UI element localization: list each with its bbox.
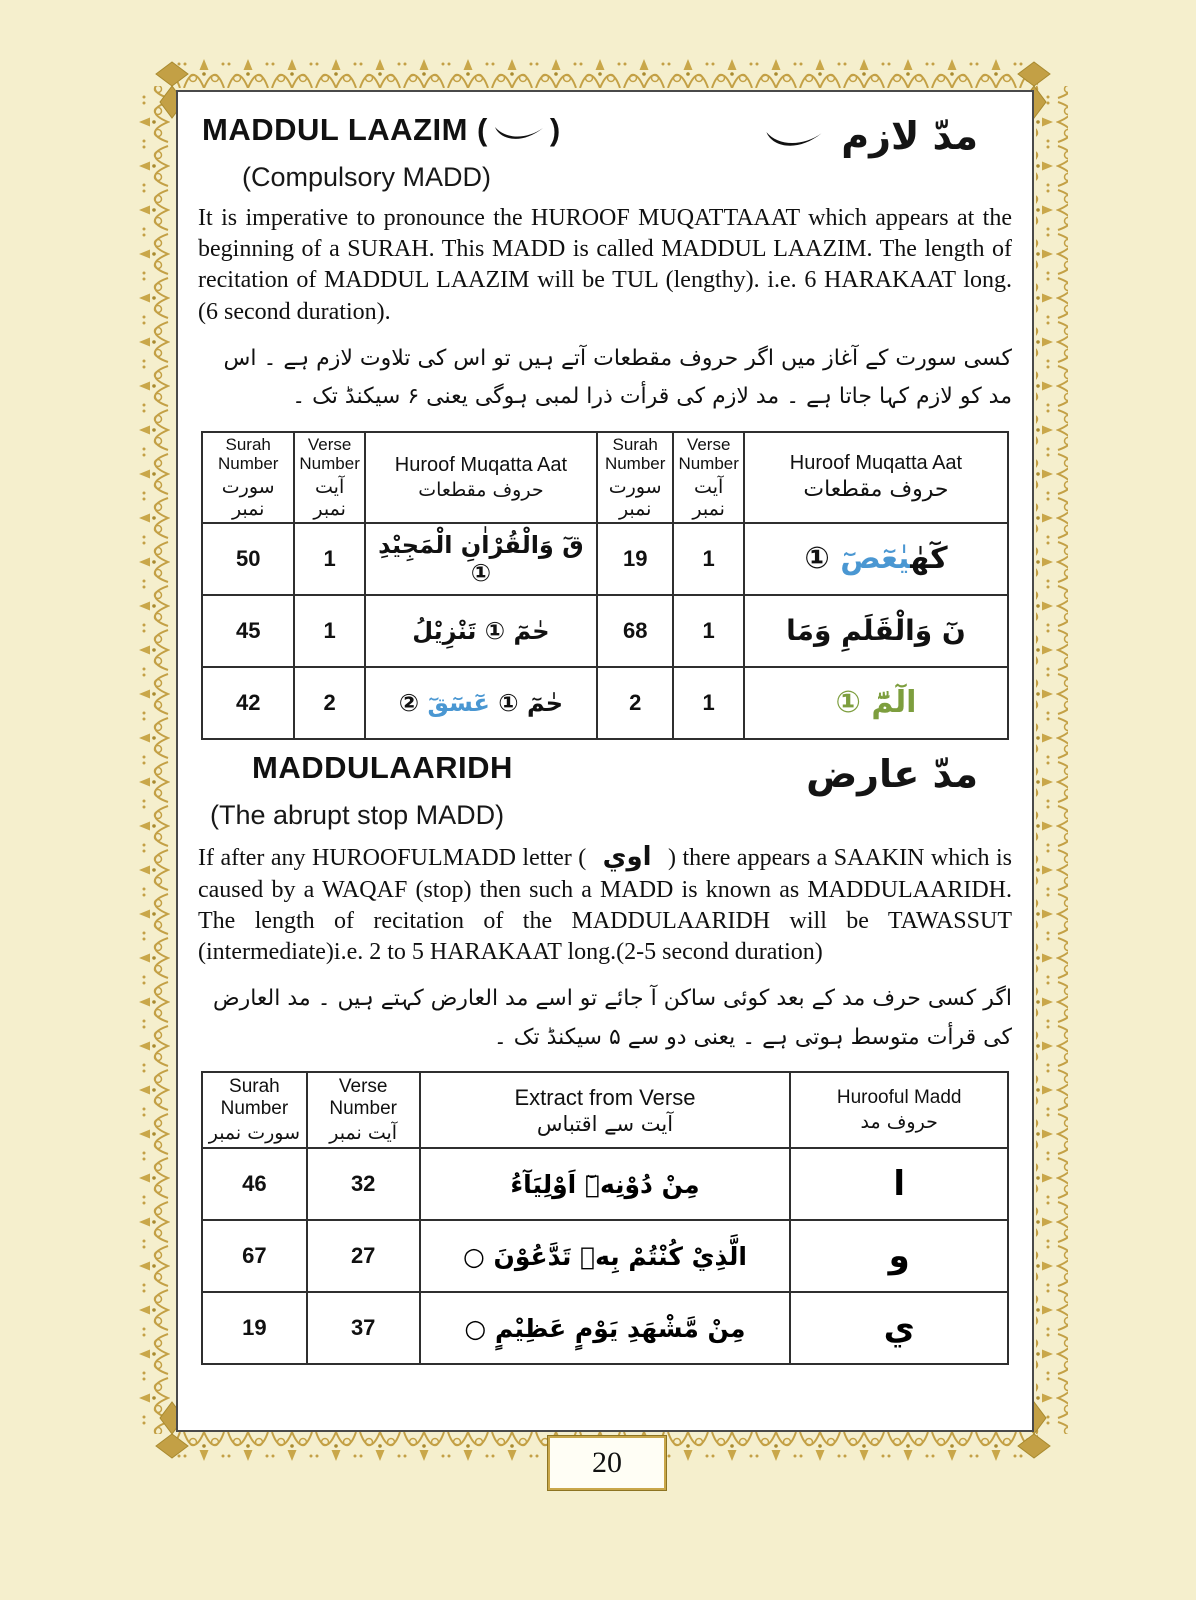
col-verse-number: Verse Number آیت نمبر: [307, 1072, 420, 1148]
col-surah-number-2: Surah Number سورت نمبر: [597, 432, 673, 523]
title-text: MADDUL LAAZIM (: [202, 112, 488, 147]
verse-number-cell: 27: [307, 1220, 420, 1292]
madd-symbol-icon: [492, 121, 546, 145]
madd-symbol-arabic-icon: [763, 125, 825, 153]
huroof-cell: حٰمٓ ① تَنْزِيْلُ: [365, 595, 597, 667]
madd-letter-cell: ا: [790, 1148, 1008, 1220]
verse-number-cell: 1: [673, 523, 743, 595]
content-panel: [176, 90, 1034, 1432]
col-hurooful-madd: Hurooful Madd حروف مد: [790, 1072, 1008, 1148]
surah-number-cell: 19: [597, 523, 673, 595]
surah-number-cell: 2: [597, 667, 673, 739]
madd-letter-cell: و: [790, 1220, 1008, 1292]
col-huroof-muqatta-2: Huroof Muqatta Aat حروف مقطعات: [744, 432, 1008, 523]
extract-cell: مِنْ مَّشْهَدِ يَوْمٍ عَظِيْمٍ ○: [420, 1292, 791, 1364]
laazim-table: [201, 431, 1009, 740]
section-aaridh-subtitle: (The abrupt stop MADD): [210, 799, 505, 830]
section-aaridh-title: MADDULAARIDH: [252, 749, 513, 785]
surah-number-cell: 50: [202, 523, 294, 595]
aaridh-table-header-row: [202, 1072, 1008, 1148]
col-surah-number: Surah Number سورت نمبر: [202, 1072, 307, 1148]
verse-number-cell: 1: [673, 595, 743, 667]
table-row: [202, 1220, 1008, 1292]
huroof-cell: نٓ وَالْقَلَمِ وَمَا: [744, 595, 1008, 667]
surah-number-cell: 42: [202, 667, 294, 739]
extract-cell: مِنْ دُوْنِهٖٓ اَوْلِيَآءُ: [420, 1148, 791, 1220]
table-row: [202, 667, 1008, 739]
col-huroof-muqatta-1: Huroof Muqatta Aat حروف مقطعات: [365, 432, 597, 523]
verse-number-cell: 1: [673, 667, 743, 739]
surah-number-cell: 45: [202, 595, 294, 667]
verse-number-cell: 32: [307, 1148, 420, 1220]
table-row: [202, 595, 1008, 667]
surah-number-cell: 68: [597, 595, 673, 667]
section-aaridh-body-en: [198, 841, 1012, 968]
body-text: ) there appears a SAAKIN which is caused by a WAQAF (stop) then such a MADD is known as MADDULAARIDH. The length of recitation of the MADDULAARIDH will be TAWASSUT (intermediate)i.e. 2 to 5 HARAKAAT long.(2-5 second duration): [198, 844, 1013, 966]
verse-number-cell: 2: [294, 667, 364, 739]
verse-number-cell: 1: [294, 595, 364, 667]
col-verse-number-1: Verse Number آیت نمبر: [294, 432, 364, 523]
verse-number-cell: 37: [307, 1292, 420, 1364]
section-aaridh-body-ur: اگر کسی حرف مد کے بعد کوئی ساکن آ جائے تو اسے مد العارض کہتے ہیں ۔ مد العارض کی قرأت متوسط ہوتی ہے ۔ یعنی دو سے ۵ سیکنڈ تک ۔: [212, 986, 1012, 1050]
section-laazim-title: [202, 112, 561, 148]
table-row: [202, 1148, 1008, 1220]
table-row: [202, 1292, 1008, 1364]
page-number: 20: [592, 1446, 622, 1479]
section-aaridh-header: [196, 750, 1014, 796]
madd-letter-cell: ي: [790, 1292, 1008, 1364]
section-laazim-body-ur: کسی سورت کے آغاز میں اگر حروف مقطعات آتے ہیں تو اس کی تلاوت لازم ہے ۔ اس مد کو لازم کہا جاتا ہے ۔ مد لازم کی قرأت ذرا لمبی ہوگی یعنی ۶ سیکنڈ تک ۔: [223, 345, 1012, 410]
section-laazim-header: [196, 112, 1014, 158]
section-laazim-title-arabic: مدّ لازم: [761, 114, 978, 158]
surah-number-cell: 19: [202, 1292, 307, 1364]
section-laazim-body-en: It is imperative to pronounce the HUROOF MUQATTAAAT which appears at the beginning of a SURAH. This MADD is called MADDUL LAAZIM. The length of recitation of MADDUL LAAZIM will be TUL (lengthy). i.e. 6 HARAKAAT long. (6 second duration).: [198, 205, 1012, 325]
col-verse-number-2: Verse Number آیت نمبر: [673, 432, 743, 523]
surah-number-cell: 67: [202, 1220, 307, 1292]
verse-number-cell: 1: [294, 523, 364, 595]
extract-cell: الَّذِيْ كُنْتُمْ بِهٖ تَدَّعُوْنَ ○: [420, 1220, 791, 1292]
section-aaridh-title-arabic: مدّ عارض: [806, 751, 978, 796]
body-text: If after any HUROOFULMADD letter (: [198, 844, 587, 871]
huroof-ul-madd-letters: اوي: [602, 841, 652, 872]
surah-number-cell: 46: [202, 1148, 307, 1220]
laazim-table-header-row: [202, 432, 1008, 523]
col-extract: Extract from Verse آیت سے اقتباس: [420, 1072, 791, 1148]
aaridh-table: [201, 1071, 1009, 1365]
section-laazim-subtitle: (Compulsory MADD): [242, 162, 492, 192]
huroof-cell: الٓمّٓ ①: [744, 667, 1008, 739]
col-surah-number-1: Surah Number سورت نمبر: [202, 432, 294, 523]
page-number-box: [548, 1436, 666, 1490]
title-text-close: ): [549, 112, 561, 147]
huroof-cell: كٓهٰيٰعٓصٓ ①: [744, 523, 1008, 595]
table-row: [202, 523, 1008, 595]
huroof-cell: قٓ وَالْقُرْاٰنِ الْمَجِيْدِ ①: [365, 523, 597, 595]
huroof-cell: حٰمٓ ① عٓسٓقٓ ②: [365, 667, 597, 739]
